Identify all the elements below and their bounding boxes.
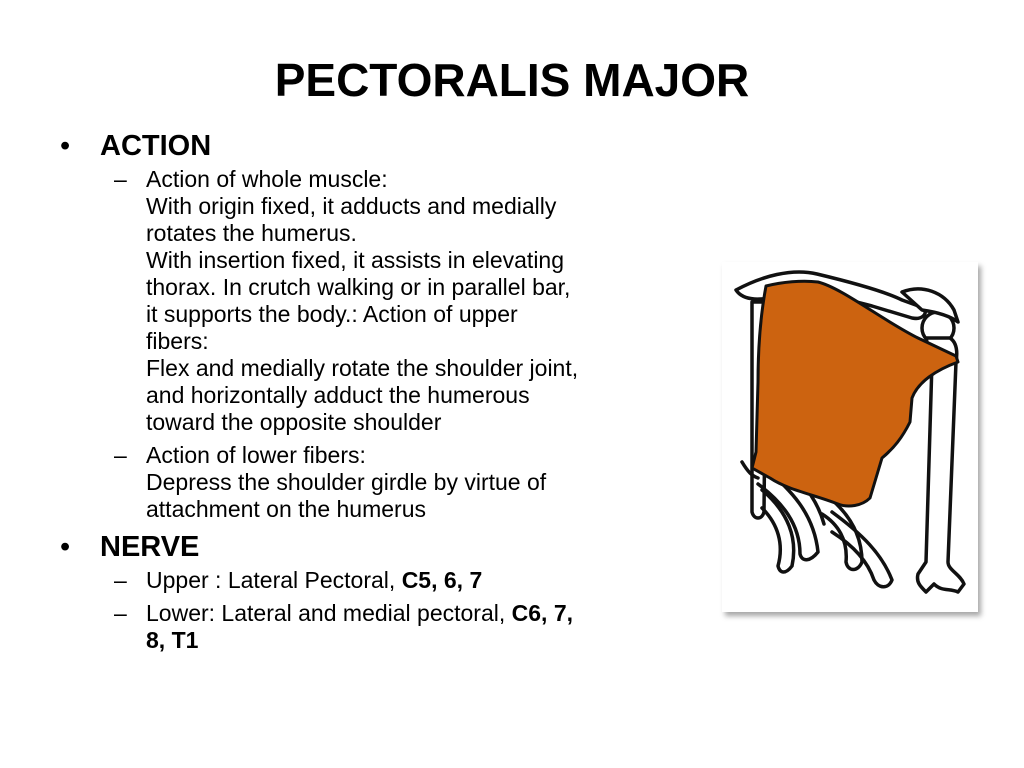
action-item-lower-fibers: [58, 442, 698, 523]
pectoralis-diagram: [722, 262, 978, 612]
dash-icon: –: [114, 600, 127, 626]
nerve-lower-roots: C6, 7,: [511, 600, 574, 626]
text-line: fibers:: [146, 328, 209, 354]
section-heading-label: ACTION: [100, 130, 212, 162]
nerve-upper-text: Upper : Lateral Pectoral,: [146, 567, 402, 593]
slide-content: [58, 128, 698, 660]
text-line: Depress the shoulder girdle by virtue of: [146, 469, 547, 495]
dash-icon: –: [114, 567, 127, 593]
slide-title: PECTORALIS MAJOR: [274, 54, 750, 106]
text-line: With origin fixed, it adducts and medially: [146, 193, 557, 219]
bullet-icon: •: [60, 531, 71, 563]
text-line: thorax. In crutch walking or in parallel bar,: [146, 274, 571, 300]
anatomy-illustration: [722, 262, 978, 612]
text-line: and horizontally adduct the humerous: [146, 382, 530, 408]
text-line: Action of whole muscle:: [146, 166, 388, 192]
text-line: toward the opposite shoulder: [146, 409, 442, 435]
text-line: Flex and medially rotate the shoulder joint,: [146, 355, 579, 381]
nerve-items: [58, 567, 698, 654]
text-line: rotates the humerus.: [146, 220, 357, 246]
text-line: it supports the body.: Action of upper: [146, 301, 518, 327]
dash-icon: –: [114, 166, 127, 192]
text-line: attachment on the humerus: [146, 496, 426, 522]
nerve-item-lower: [58, 600, 698, 654]
section-action-heading: [58, 128, 698, 164]
section-nerve-heading: [58, 529, 698, 565]
nerve-lower-roots-cont: 8, T1: [146, 627, 199, 653]
nerve-item-upper: [58, 567, 698, 594]
action-item-whole-muscle: [58, 166, 698, 436]
bullet-icon: •: [60, 130, 71, 162]
action-items: [58, 166, 698, 523]
nerve-lower-text: Lower: Lateral and medial pectoral,: [146, 600, 512, 626]
nerve-upper-roots: C5, 6, 7: [401, 567, 483, 593]
section-heading-label: NERVE: [100, 531, 200, 563]
text-line: With insertion fixed, it assists in elevating: [146, 247, 565, 273]
dash-icon: –: [114, 442, 127, 468]
text-line: Action of lower fibers:: [146, 442, 366, 468]
